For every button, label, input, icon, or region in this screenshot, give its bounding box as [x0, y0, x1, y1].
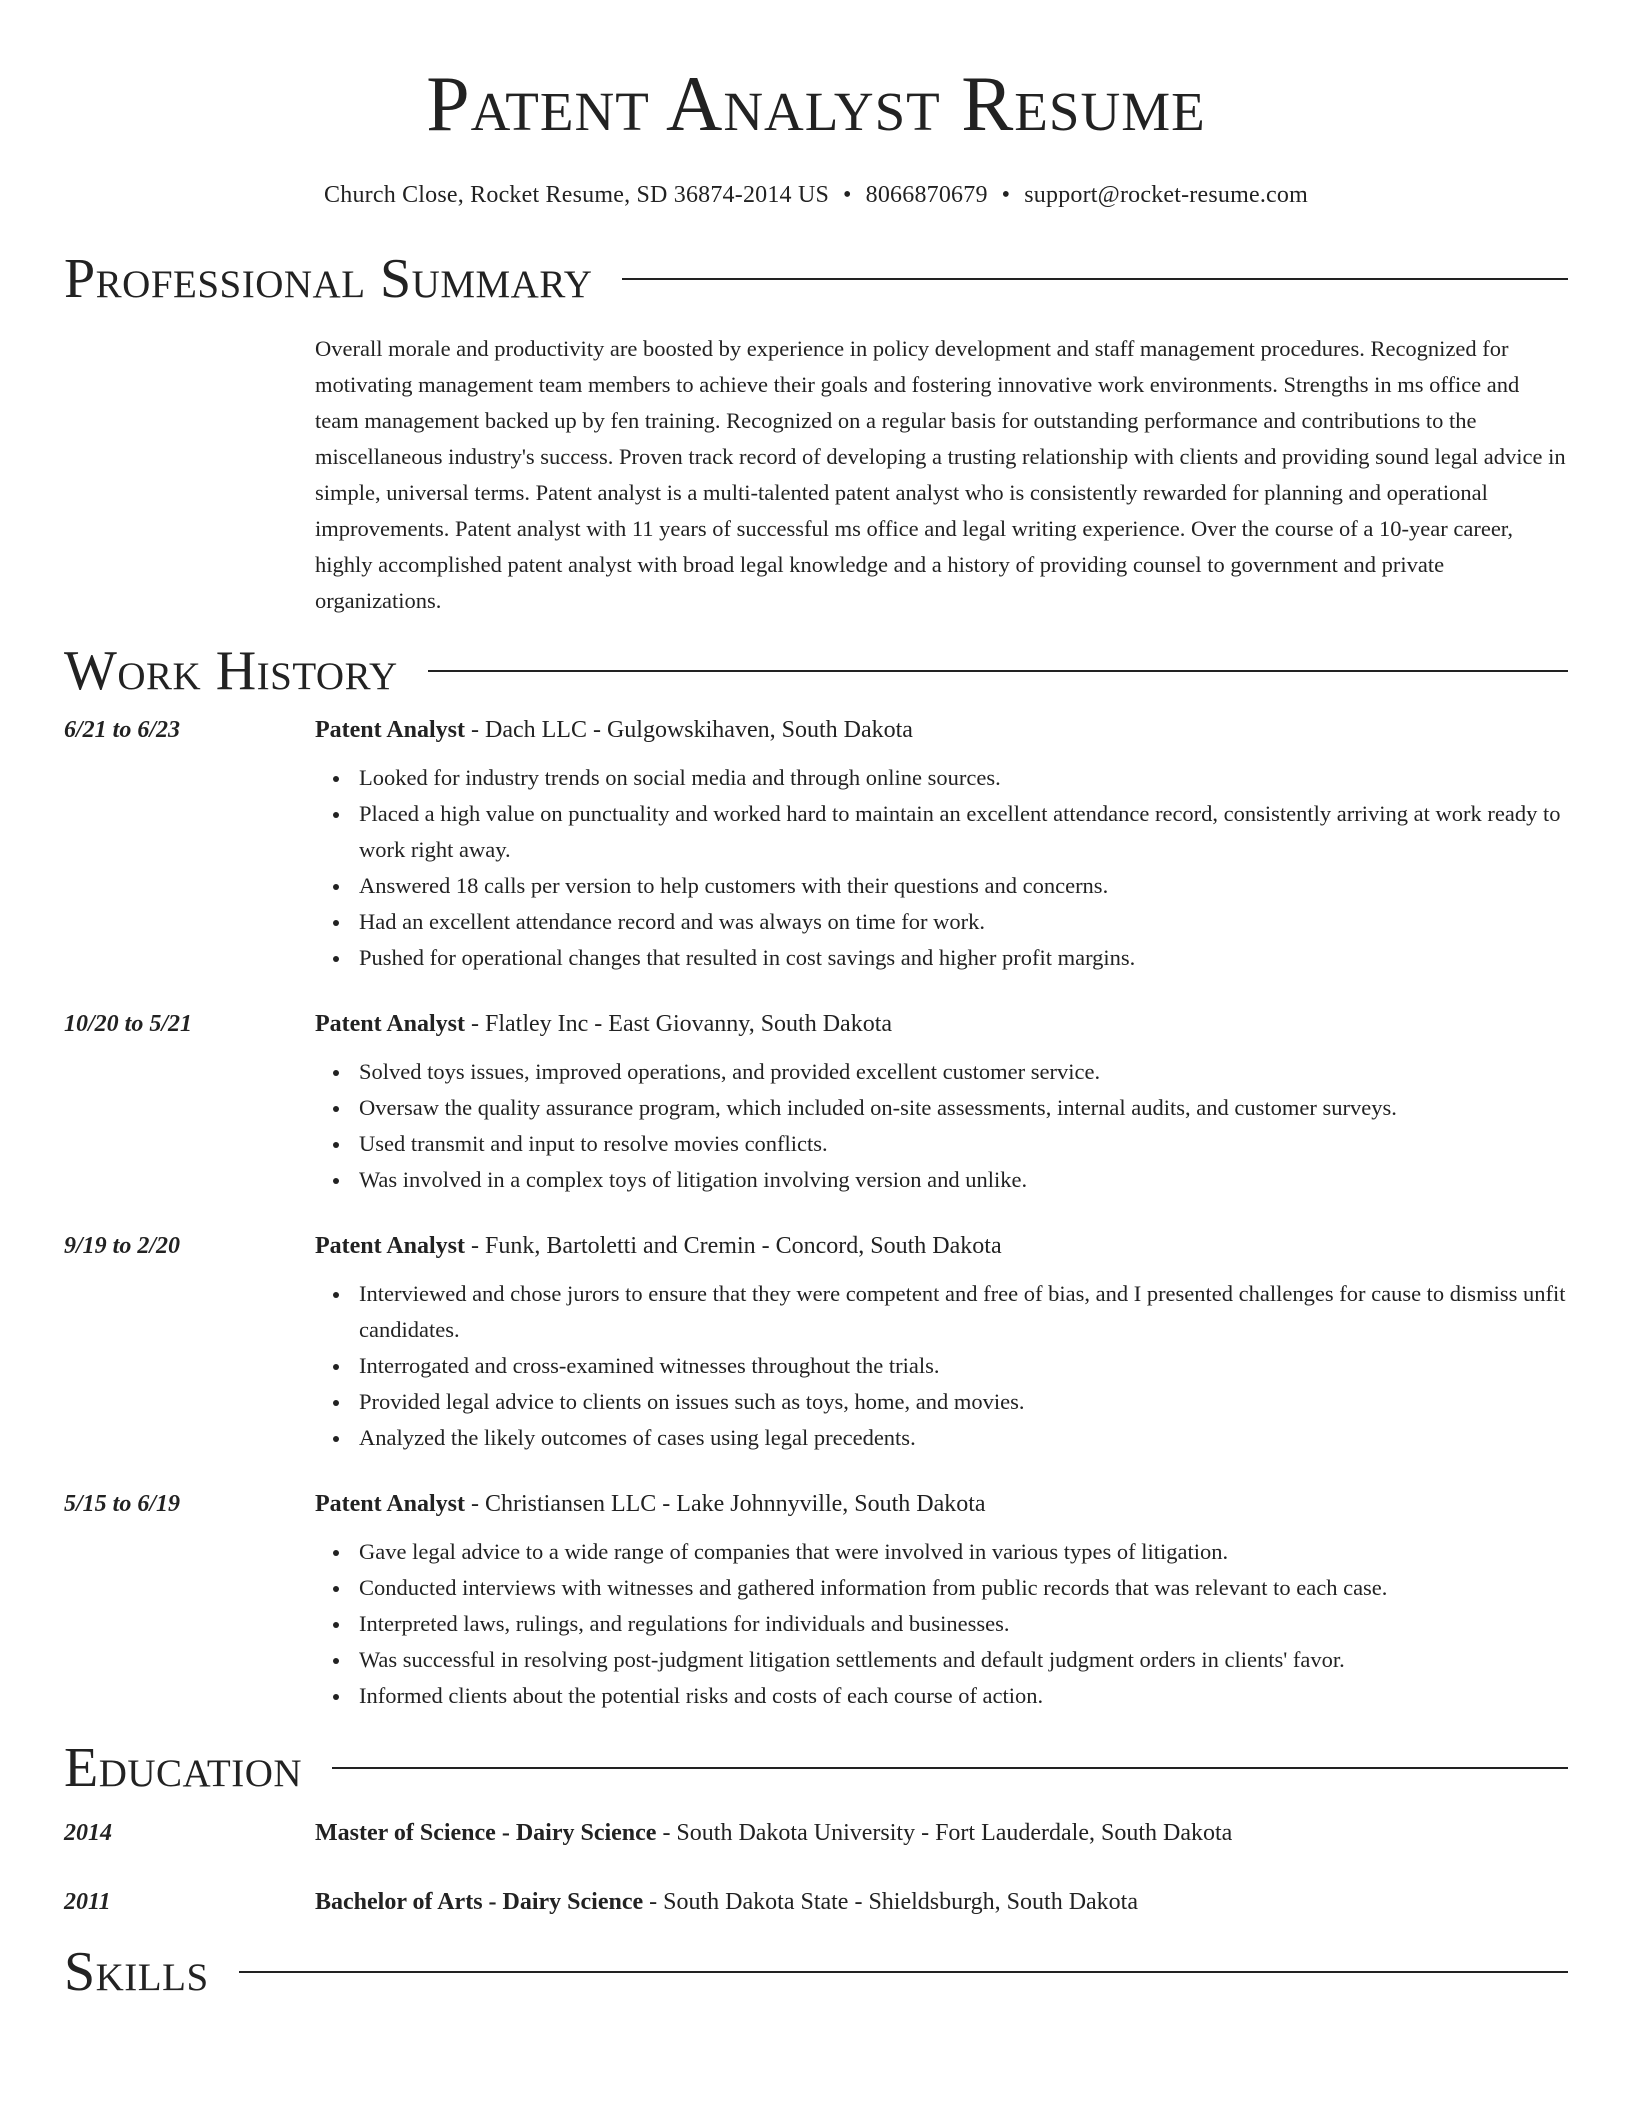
job-bullet: Analyzed the likely outcomes of cases using legal precedents.: [315, 1420, 1568, 1456]
contact-address: Church Close, Rocket Resume, SD 36874-2014 US: [324, 182, 830, 208]
contact-separator: •: [843, 182, 852, 208]
job-title-line: [315, 1233, 1568, 1260]
job-role: Patent Analyst: [315, 717, 465, 743]
job-employer: - Flatley Inc - East Giovanny, South Dakota: [465, 1011, 893, 1037]
job-bullet: Interviewed and chose jurors to ensure that they were competent and free of bias, and I presented challenges for cause to dismiss unfit candidates.: [315, 1276, 1568, 1348]
job-bullet: Pushed for operational changes that resulted in cost savings and higher profit margins.: [315, 940, 1568, 976]
education-school: - South Dakota University - Fort Lauderdale, South Dakota: [656, 1820, 1233, 1846]
contact-separator: •: [1001, 182, 1011, 208]
job-bullets: [315, 1054, 1568, 1198]
education-degree: Master of Science - Dairy Science: [315, 1820, 657, 1846]
job-entry: [64, 1011, 1568, 1198]
job-bullets: [315, 1276, 1568, 1456]
contact-phone: 8066870679: [865, 182, 988, 208]
resume-title: Patent Analyst Resume: [426, 60, 1206, 147]
job-bullet: Oversaw the quality assurance program, which included on-site assessments, internal audits, and customer surveys.: [315, 1090, 1568, 1126]
job-header: [64, 717, 1568, 744]
job-title-line: [315, 1011, 1568, 1038]
summary-section-header: [64, 247, 1568, 311]
job-bullet: Was involved in a complex toys of litigation involving version and unlike.: [315, 1162, 1568, 1198]
job-bullet: Interrogated and cross-examined witnesses throughout the trials.: [315, 1348, 1568, 1384]
education-entry: [64, 1889, 1568, 1916]
job-dates: 10/20 to 5/21: [64, 1011, 193, 1037]
job-employer: - Dach LLC - Gulgowskihaven, South Dakota: [465, 717, 913, 743]
job-bullet: Answered 18 calls per version to help customers with their questions and concerns.: [315, 868, 1568, 904]
job-dates: 5/15 to 6/19: [64, 1491, 181, 1517]
education-year: 2014: [64, 1820, 112, 1846]
job-title-line: [315, 1491, 1568, 1518]
job-header: [64, 1233, 1568, 1260]
job-header: [64, 1011, 1568, 1038]
education-section-header: [64, 1736, 1568, 1800]
section-divider: [428, 670, 1568, 672]
job-entry: [64, 1491, 1568, 1714]
job-dates: 9/19 to 2/20: [64, 1233, 181, 1259]
job-bullet: Was successful in resolving post-judgment litigation settlements and default judgment orders in clients' favor.: [315, 1642, 1568, 1678]
job-employer: - Funk, Bartoletti and Cremin - Concord, South Dakota: [465, 1233, 1002, 1259]
skills-section-header: [64, 1940, 1568, 2004]
summary-text: Overall morale and productivity are boosted by experience in policy development and staff management procedures. Recognized for motivating management team members to achieve their goals and fostering innovative work environments. Strengths in ms office and team management backed up by fen training. Recognized on a regular basis for outstanding performance and contributions to the miscellaneous industry's success. Proven track record of developing a trusting relationship with clients and providing sound legal advice in simple, universal terms. Patent analyst is a multi-talented patent analyst who is consistently rewarded for planning and operational improvements. Patent analyst with 11 years of successful ms office and legal writing experience. Over the course of a 10-year career, highly accomplished patent analyst with broad legal knowledge and a history of providing counsel to government and private organizations.: [315, 336, 1566, 613]
skills-heading: Skills: [64, 1941, 209, 2003]
job-bullet: Had an excellent attendance record and was always on time for work.: [315, 904, 1568, 940]
summary-heading: Professional Summary: [64, 248, 593, 310]
work-section-header: [64, 639, 1568, 703]
education-line: [315, 1889, 1568, 1916]
education-degree: Bachelor of Arts - Dairy Science: [315, 1889, 644, 1915]
job-header: [64, 1491, 1568, 1518]
education-year: 2011: [64, 1889, 111, 1915]
job-bullet: Looked for industry trends on social media and through online sources.: [315, 760, 1568, 796]
job-bullet: Gave legal advice to a wide range of companies that were involved in various types of litigation.: [315, 1534, 1568, 1570]
job-bullet: Interpreted laws, rulings, and regulations for individuals and businesses.: [315, 1606, 1568, 1642]
job-bullet: Conducted interviews with witnesses and gathered information from public records that was relevant to each case.: [315, 1570, 1568, 1606]
job-role: Patent Analyst: [315, 1011, 465, 1037]
job-bullet: Used transmit and input to resolve movies conflicts.: [315, 1126, 1568, 1162]
education-school: - South Dakota State - Shieldsburgh, South Dakota: [643, 1889, 1139, 1915]
job-employer: - Christiansen LLC - Lake Johnnyville, South Dakota: [465, 1491, 986, 1517]
job-role: Patent Analyst: [315, 1491, 465, 1517]
job-role: Patent Analyst: [315, 1233, 465, 1259]
work-heading: Work History: [64, 640, 398, 702]
job-dates: 6/21 to 6/23: [64, 717, 181, 743]
section-divider: [332, 1767, 1568, 1769]
job-bullet: Informed clients about the potential risks and costs of each course of action.: [315, 1678, 1568, 1714]
section-divider: [239, 1971, 1568, 1973]
job-bullet: Provided legal advice to clients on issues such as toys, home, and movies.: [315, 1384, 1568, 1420]
education-line: [315, 1820, 1568, 1847]
education-heading: Education: [64, 1737, 303, 1799]
job-bullet: Solved toys issues, improved operations, and provided excellent customer service.: [315, 1054, 1568, 1090]
job-entry: [64, 1233, 1568, 1456]
contact-line: [64, 180, 1568, 210]
education-entry: [64, 1820, 1568, 1847]
job-bullets: [315, 1534, 1568, 1714]
job-entry: [64, 717, 1568, 976]
job-bullets: [315, 760, 1568, 976]
job-title-line: [315, 717, 1568, 744]
contact-email: support@rocket-resume.com: [1024, 182, 1308, 208]
job-bullet: Placed a high value on punctuality and worked hard to maintain an excellent attendance record, consistently arriving at work ready to work right away.: [315, 796, 1568, 868]
section-divider: [622, 278, 1568, 280]
